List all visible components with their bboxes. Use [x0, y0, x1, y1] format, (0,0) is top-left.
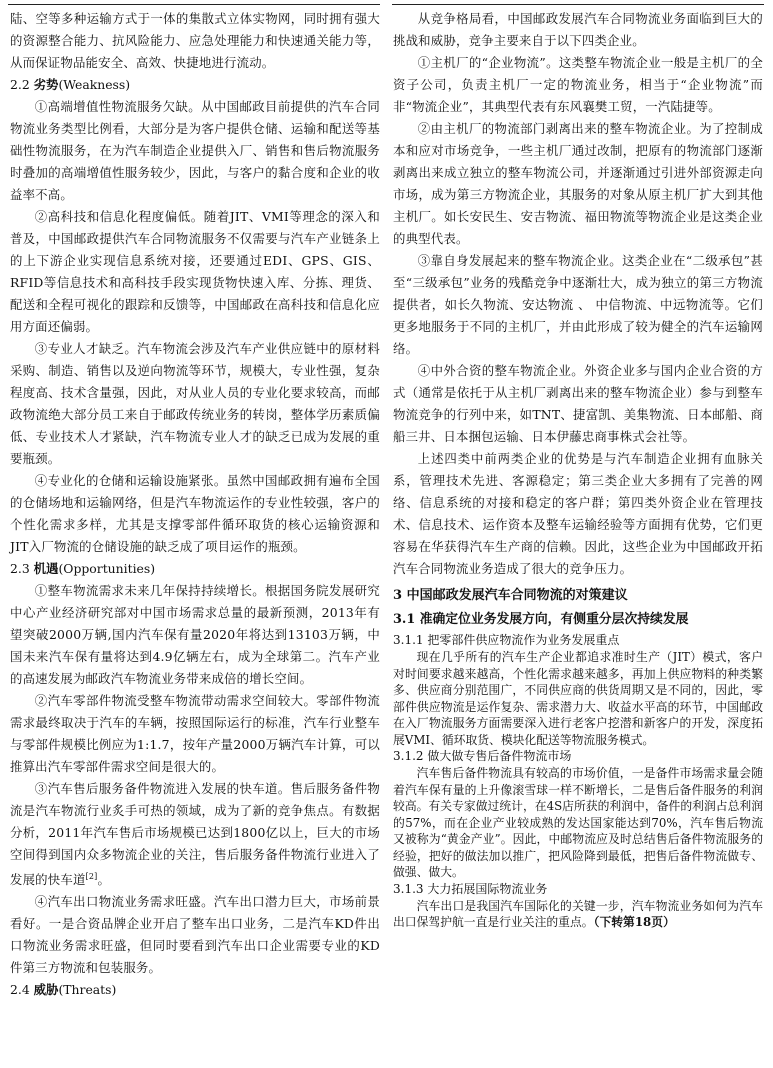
section-2-3-heading: 2.3 机遇(Opportunities) — [10, 561, 156, 576]
paragraph-threat-intro: 从竞争格局看，中国邮政发展汽车合同物流业务面临到巨大的挑战和威胁，竞争主要来自于以下四类企业。 — [393, 11, 763, 48]
section-2-2-heading: 2.2 劣势(Weakness) — [10, 77, 131, 92]
citation-ref: [2] — [85, 872, 98, 881]
paragraph-weakness-2: ②高科技和信息化程度偏低。随着JIT、VMI等理念的深入和普及，中国邮政提供汽车合同物流服务不仅需要与汽车产业链条上的上下游企业实现信息系统对接，还要通过EDI、GPS、GIS、RFID等信息技术和高科技手段实现货物快速入库、分拣、理货、配送和全程可视化的跟踪和反馈等，中国邮政在高科技和信息化应用方面还偏弱。 — [10, 209, 380, 334]
top-rule-right — [392, 4, 764, 5]
paragraph-opportunity-4: ④汽车出口物流业务需求旺盛。汽车出口潜力巨大，市场前景看好。一是合资品牌企业开启了整车出口业务，二是汽车KD件出口物流业务需求旺盛，但同时要看到汽车出口企业需要专业的KD件第三方物流和包装服务。 — [10, 894, 380, 976]
right-column — [393, 8, 763, 931]
paragraph-intro-continued: 陆、空等多种运输方式于一体的集散式立体实物网，同时拥有强大的资源整合能力、抗风险能力、应急处理能力和快速通关能力等，从而保证物品能安全、高效、快捷地进行流动。 — [10, 11, 380, 70]
left-column — [10, 8, 380, 1001]
paragraph-opportunity-2: ②汽车零部件物流受整车物流带动需求空间较大。零部件物流需求最终取决于汽车的车辆，按照国际运行的标准，汽车行业整车与零部件规模比例应为1:1.7，按年产量2000万辆汽车计算，可以推算出汽车零部件需求空间是很大的。 — [10, 693, 380, 774]
paragraph-3-1-1: 现在几乎所有的汽车生产企业都追求准时生产（JIT）模式，客户对时间要求越来越高，个性化需求越来越多，再加上供应物料的种类繁多、供应商分别范围广，不同供应商的供货周期又是不同的，因此，零部件供应物流是运作复杂、需求潜力大、收益水平高的环节，中国邮政在入厂物流服务方面需要深入进行老客户挖潜和新客户的开发，深度拓展VMI、循环取货、模块化配送等物流服务模式。 — [393, 650, 763, 747]
top-rule-left — [8, 4, 380, 5]
paragraph-weakness-1: ①高端增值性物流服务欠缺。从中国邮政目前提供的汽车合同物流业务类型比例看，大部分是为客户提供仓储、运输和配送等基础性物流服务，在为汽车制造企业提供入厂、销售和售后物流服务时叠加的高端增值性服务较少，因此，与客户的黏合度和企业的收益率不高。 — [10, 99, 380, 202]
paragraph-threat-1: ①主机厂的“企业物流”。这类整车物流企业一般是主机厂的全资子公司，负责主机厂一定的物流业务，相当于“企业物流”而非“物流企业”，其典型代表有东风襄樊工贸，一汽陆捷等。 — [393, 55, 763, 114]
paragraph-threat-2: ②由主机厂的物流部门剥离出来的整车物流企业。为了控制成本和应对市场竞争，一些主机厂通过改制，把原有的物流部门逐渐剥离出来成立独立的整车物流公司，并逐渐通过引进外部资源走向市场，成为第三方物流企业，其服务的对象从原主机厂扩大到其他主机厂。如长安民生、安吉物流、福田物流等物流企业是这类企业的典型代表。 — [393, 121, 763, 246]
section-2-4-heading: 2.4 威胁(Threats) — [10, 982, 117, 998]
paragraph-threat-summary: 上述四类中前两类企业的优势是与汽车制造企业拥有血脉关系，管理技术先进、客源稳定；第三类企业大多拥有了完善的网络、信息系统的对接和稳定的客户群；第四类外资企业在管理技术、信息技术、运作资本及整车运输经验等方面拥有优势，它们更容易在华获得汽车生产商的信赖。因此，这些企业为中国邮政开拓汽车合同物流业务造成了很大的竞争压力。 — [393, 451, 763, 576]
section-3-1-3-heading: 3.1.3 大力拓展国际物流业务 — [393, 881, 548, 896]
section-3-1-2-heading: 3.1.2 做大做专售后备件物流市场 — [393, 749, 572, 763]
paragraph-opportunity-1: ①整车物流需求未来几年保持持续增长。根据国务院发展研究中心产业经济研究部对中国市场需求总量的最新预测，2013年有望突破2000万辆,国内汽车保有量2020年将达到13103万辆，中国未来汽车保有量将达到4.9亿辆左右，成为全球第二。汽车产业的高速发展为邮政汽车物流业务带来成倍的增长空间。 — [10, 583, 380, 686]
paragraph-weakness-3: ③专业人才缺乏。汽车物流会涉及汽车产业供应链中的原材料采购、制造、销售以及逆向物流等环节，规模大，专业性强，复杂程度高、技术含量强，因此，对从业人员的专业化要求较高，而邮政物流绝大部分员工来自于邮政传统业务的转岗，整体学历素质偏低、专业技术人才紧缺，汽车物流专业人才的缺乏已成为发展的重要瓶颈。 — [10, 341, 380, 466]
paragraph-threat-3: ③靠自身发展起来的整车物流企业。这类企业在“二级承包”甚至“三级承包”业务的残酷竞争中逐渐壮大，成为独立的第三方物流提供者，如长久物流、安达物流 、 中信物流、中远物流等。它们更多地服务于不同的主机厂，并由此形成了较为健全的汽车运输网络。 — [393, 253, 763, 356]
paragraph-opportunity-3: ③汽车售后服务备件物流进入发展的快车道。售后服务备件物流是汽车物流行业炙手可热的领域，成为了新的竞争焦点。有数据分析，2011年汽车售后市场规模已达到1800亿以上，巨大的市场空间得到国内众多物流企业的关注，售后服务备件物流行业进入了发展的快车道[2]。 — [10, 781, 380, 888]
section-3-1-1-heading: 3.1.1 把零部件供应物流作为业务发展重点 — [393, 633, 620, 647]
continued-on-page-note: （下转第18页） — [593, 915, 675, 929]
section-3-1-heading: 3.1 准确定位业务发展方向，有侧重分层次持续发展 — [393, 612, 689, 627]
section-3-heading: 3 中国邮政发展汽车合同物流的对策建议 — [393, 588, 628, 603]
paragraph-3-1-2: 汽车售后备件物流具有较高的市场价值，一是备件市场需求量会随着汽车保有量的上升像滚雪球一样不断增长，二是售后备件服务的利润较高。有关专家做过统计，在4S店所获的利润中，备件的利润占总利润的57%，而在企业产业较成熟的发达国家能达到70%，汽车售后物流又被称为“黄金产业”。因此，中邮物流应及时总结售后备件物流服务的经验，把好的做法加以推广，把风险降到最低，把售后备件物流做专、做强、做大。 — [393, 766, 763, 879]
paragraph-3-1-3: 汽车出口是我国汽车国际化的关键一步，汽车物流业务如何为汽车出口保驾护航一直是行业关注的重点。（下转第18页） — [393, 898, 763, 929]
paragraph-threat-4: ④中外合资的整车物流企业。外资企业多与国内企业合资的方式（通常是依托于从主机厂剥离出来的整车物流企业）参与到整车物流竞争的行列中来，如TNT、捷富凯、美集物流、日本邮船、商船三井、日本捆包运输、日本伊藤忠商事株式会社等。 — [393, 363, 763, 444]
paragraph-weakness-4: ④专业化的仓储和运输设施紧张。虽然中国邮政拥有遍布全国的仓储场地和运输网络，但是汽车物流运作的专业性较强，客户的个性化需求多样，尤其是支撑零部件循环取货的核心运输资源和JIT入厂物流的仓储设施的缺乏成了项目运作的瓶颈。 — [10, 473, 380, 554]
